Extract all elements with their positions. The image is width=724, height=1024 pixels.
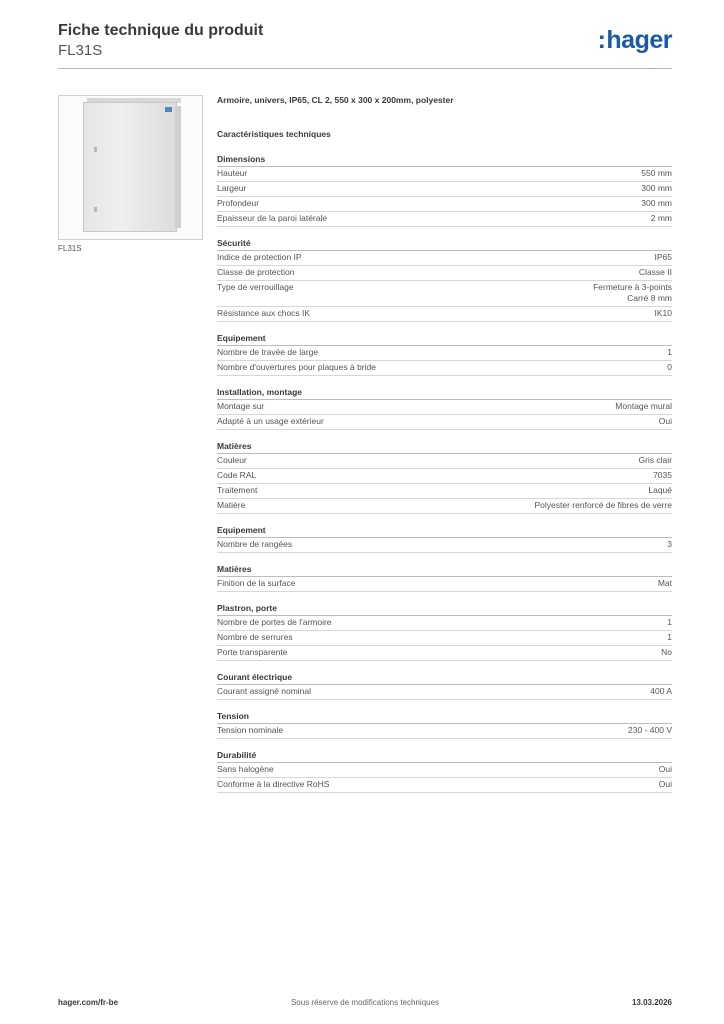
spec-value-line: Polyester renforcé de fibres de verre <box>534 500 672 510</box>
specs-heading: Caractéristiques techniques <box>217 129 331 139</box>
section-title: Durabilité <box>217 749 672 763</box>
section-title: Matières <box>217 440 672 454</box>
spec-label: Type de verrouillage <box>217 282 294 292</box>
spec-value-line: Laqué <box>648 485 672 495</box>
spec-row <box>217 778 672 793</box>
spec-label: Nombre de rangées <box>217 539 293 549</box>
spec-row <box>217 182 672 197</box>
spec-row <box>217 251 672 266</box>
spec-value <box>658 578 672 589</box>
spec-row <box>217 538 672 553</box>
spec-value-line: No <box>661 647 672 657</box>
spec-sections <box>217 153 672 793</box>
spec-value-line: 300 mm <box>641 198 672 208</box>
spec-value <box>648 485 672 496</box>
spec-label: Code RAL <box>217 470 257 480</box>
spec-value-line: Mat <box>657 578 672 588</box>
section-title: Tension <box>217 710 672 724</box>
spec-row <box>217 415 672 430</box>
spec-section <box>217 440 672 514</box>
spec-value-line: Carré 8 mm <box>627 293 672 303</box>
spec-value <box>667 347 672 358</box>
spec-section <box>217 237 672 322</box>
spec-section <box>217 332 672 376</box>
spec-label: Nombre de travée de large <box>217 347 319 357</box>
spec-label: Courant assigné nominal <box>217 686 312 696</box>
spec-content <box>217 95 672 803</box>
page-title: Fiche technique du produit <box>58 22 264 39</box>
section-title: Courant électrique <box>217 671 672 685</box>
cabinet-badge <box>165 107 172 112</box>
spec-row <box>217 307 672 322</box>
spec-value-line: 1 <box>667 347 672 357</box>
logo-text: hager <box>606 26 672 54</box>
footer-disclaimer: Sous réserve de modifications techniques <box>290 998 440 1007</box>
spec-row <box>217 631 672 646</box>
spec-label: Conforme à la directive RoHS <box>217 779 330 789</box>
spec-value <box>667 539 672 550</box>
spec-label: Traitement <box>217 485 258 495</box>
spec-label: Finition de la surface <box>217 578 296 588</box>
footer-date: 13.03.2026 <box>631 998 672 1007</box>
product-image <box>58 95 203 240</box>
footer-website: hager.com/fr-be <box>58 998 119 1007</box>
spec-label: Tension nominale <box>217 725 284 735</box>
spec-row <box>217 646 672 661</box>
spec-value-line: IP65 <box>654 252 672 262</box>
spec-value-line: 230 - 400 V <box>628 725 672 735</box>
spec-value <box>667 632 672 643</box>
spec-value-line: 400 A <box>650 686 672 696</box>
spec-value-line: Oui <box>658 764 672 774</box>
spec-label: Classe de protection <box>217 267 295 277</box>
spec-value-line: Montage mural <box>615 401 672 411</box>
spec-value <box>655 308 673 319</box>
spec-row <box>217 167 672 182</box>
spec-row <box>217 616 672 631</box>
hager-logo <box>598 26 672 55</box>
spec-value-line: 300 mm <box>641 183 672 193</box>
section-title: Dimensions <box>217 153 672 167</box>
spec-value-line: 0 <box>667 362 672 372</box>
spec-label: Nombre de serrures <box>217 632 293 642</box>
spec-row <box>217 266 672 281</box>
spec-value-line: 2 mm <box>650 213 672 223</box>
spec-section <box>217 153 672 227</box>
spec-label: Matière <box>217 500 246 510</box>
spec-value <box>651 213 672 224</box>
product-description: Armoire, univers, IP65, CL 2, 550 x 300 x 200mm, polyester <box>217 95 454 105</box>
spec-value <box>659 416 672 427</box>
cabinet-lock-lower <box>94 207 97 212</box>
cabinet-side-face <box>175 106 181 228</box>
spec-value <box>659 764 672 775</box>
spec-value-line: 550 mm <box>641 168 672 178</box>
spec-value-line: Classe II <box>638 267 672 277</box>
section-title: Equipement <box>217 524 672 538</box>
spec-value-line: Fermeture à 3-points <box>593 282 672 292</box>
spec-row <box>217 454 672 469</box>
cabinet-door <box>83 102 177 232</box>
spec-value <box>655 252 673 263</box>
spec-row <box>217 577 672 592</box>
section-title: Sécurité <box>217 237 672 251</box>
spec-section <box>217 563 672 592</box>
spec-value <box>661 647 672 658</box>
spec-section <box>217 524 672 553</box>
spec-value <box>641 198 672 209</box>
spec-section <box>217 602 672 661</box>
spec-row <box>217 499 672 514</box>
spec-section <box>217 386 672 430</box>
spec-row <box>217 724 672 739</box>
spec-label: Hauteur <box>217 168 248 178</box>
spec-value <box>628 725 672 736</box>
spec-value <box>650 686 672 697</box>
spec-value <box>638 455 672 466</box>
logo-colon: : <box>597 26 606 54</box>
spec-value <box>615 401 672 412</box>
spec-value-line: Oui <box>658 779 672 789</box>
page-header <box>58 22 672 68</box>
header-divider <box>58 68 672 69</box>
spec-value <box>641 183 672 194</box>
spec-row <box>217 763 672 778</box>
image-caption: FL31S <box>58 244 82 253</box>
spec-value <box>653 470 672 481</box>
spec-label: Indice de protection IP <box>217 252 302 262</box>
cabinet-lock-upper <box>94 147 97 152</box>
spec-value-line: 1 <box>667 617 672 627</box>
spec-label: Nombre d'ouvertures pour plaques à bride <box>217 362 376 372</box>
spec-value <box>535 500 672 511</box>
spec-row <box>217 212 672 227</box>
spec-label: Montage sur <box>217 401 265 411</box>
spec-value-line: IK10 <box>654 308 672 318</box>
spec-label: Nombre de portes de l'armoire <box>217 617 332 627</box>
spec-value <box>593 282 672 304</box>
spec-section <box>217 710 672 739</box>
spec-value <box>641 168 672 179</box>
spec-row <box>217 484 672 499</box>
spec-value <box>667 362 672 373</box>
product-code: FL31S <box>58 42 103 59</box>
spec-value-line: 3 <box>667 539 672 549</box>
spec-label: Largeur <box>217 183 247 193</box>
spec-value-line: Oui <box>658 416 672 426</box>
section-title: Plastron, porte <box>217 602 672 616</box>
spec-row <box>217 469 672 484</box>
spec-section <box>217 749 672 793</box>
spec-value <box>639 267 672 278</box>
spec-value <box>659 779 672 790</box>
spec-label: Porte transparente <box>217 647 288 657</box>
spec-row <box>217 361 672 376</box>
spec-value-line: Gris clair <box>638 455 672 465</box>
spec-section <box>217 671 672 700</box>
section-title: Equipement <box>217 332 672 346</box>
spec-label: Résistance aux chocs IK <box>217 308 311 318</box>
spec-row <box>217 281 672 307</box>
spec-row <box>217 197 672 212</box>
spec-value-line: 1 <box>667 632 672 642</box>
spec-label: Adapté à un usage extérieur <box>217 416 324 426</box>
spec-label: Couleur <box>217 455 247 465</box>
spec-value <box>667 617 672 628</box>
spec-label: Sans halogène <box>217 764 274 774</box>
spec-label: Epaisseur de la paroi latérale <box>217 213 328 223</box>
spec-value-line: 7035 <box>653 470 672 480</box>
spec-row <box>217 400 672 415</box>
section-title: Installation, montage <box>217 386 672 400</box>
spec-row <box>217 685 672 700</box>
section-title: Matières <box>217 563 672 577</box>
spec-label: Profondeur <box>217 198 260 208</box>
spec-row <box>217 346 672 361</box>
